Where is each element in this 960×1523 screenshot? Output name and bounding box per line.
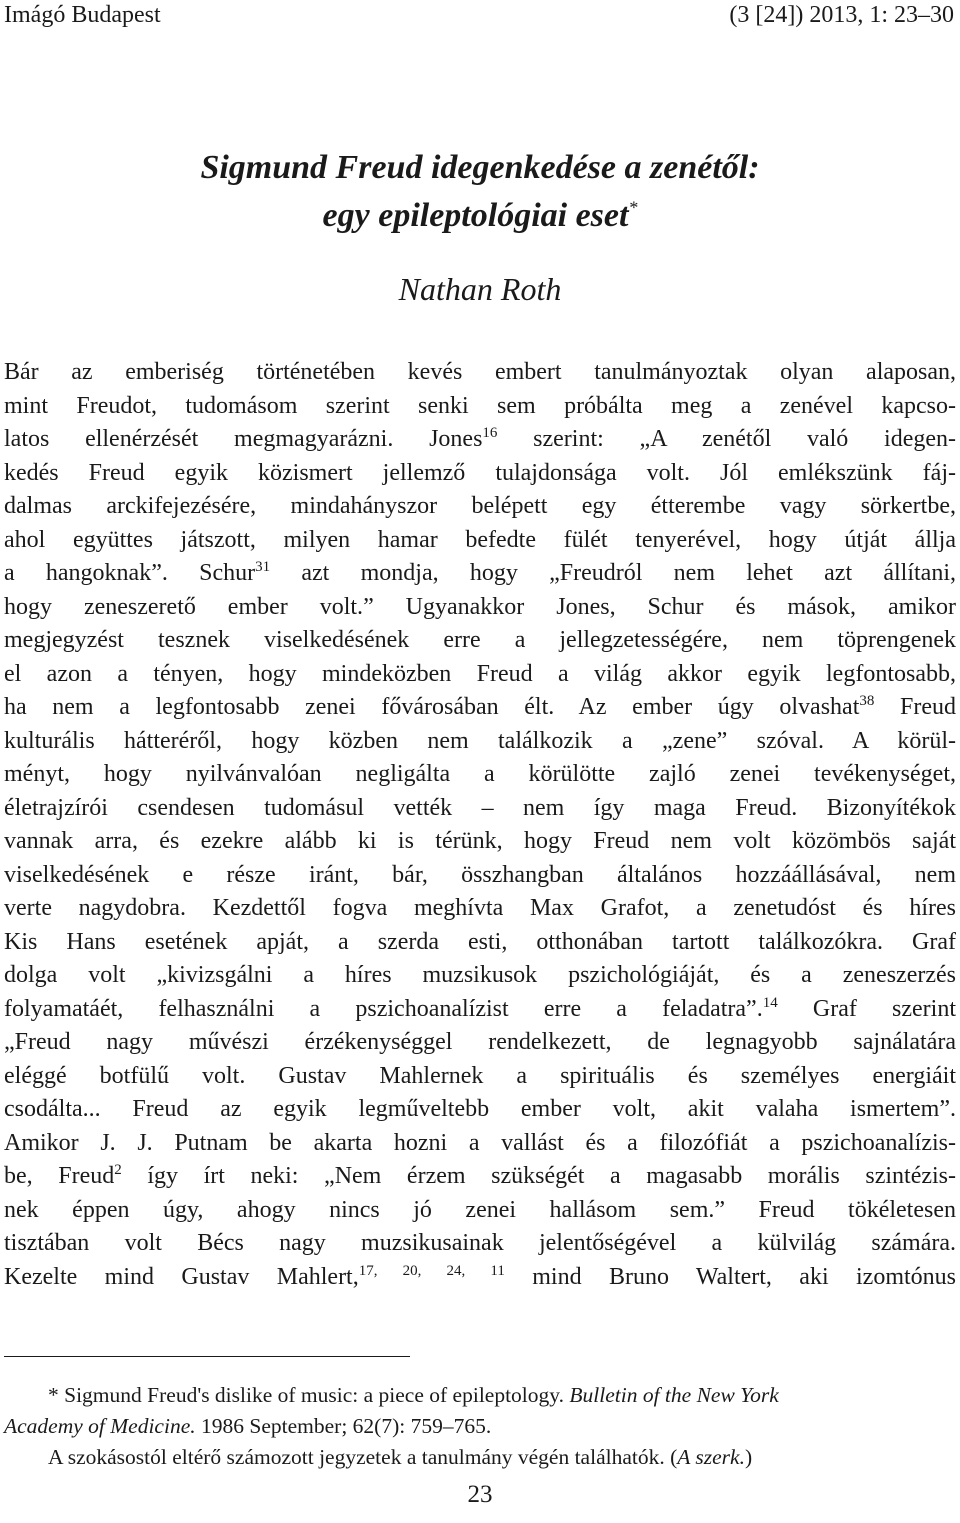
- body-line: mint Freudot, tudomásom szerint senki sem próbálta meg a zenével kapcso-: [4, 392, 956, 419]
- journal-title-italic: Bulletin of the New York: [569, 1383, 779, 1407]
- body-text: mind Bruno Waltert, aki izomtónus: [504, 1263, 957, 1290]
- page-number: 23: [467, 1481, 493, 1508]
- footnote-text: 1986 September; 62(7): 759–765.: [195, 1414, 492, 1438]
- issue-citation: (3 [24]) 2013, 1: 23–30: [729, 2, 954, 28]
- body-line: verte nagydobra. Kezdettől fogva meghívta Max Grafot, a zenetudóst és híres: [4, 895, 956, 921]
- body-line: „Freud nagy művészi érzékenységgel rendelkezett, de legnagyobb sajnálatára: [4, 1029, 956, 1055]
- body-line: [4, 457, 956, 491]
- reference-number: 17, 20, 24, 11: [358, 1262, 505, 1279]
- body-text: ha nem a legfontosabb zenei fővárosában élt. Az ember úgy olvashat: [4, 694, 860, 720]
- body-text: be, Freud: [4, 1163, 115, 1189]
- reference-number: 14: [762, 994, 778, 1011]
- footnote-divider: [4, 1356, 410, 1357]
- body-text: ” Ugyanakkor Jones, Schur és mások, amikor: [363, 593, 956, 620]
- editor-abbrev: A szerk.: [677, 1445, 745, 1469]
- body-text: Kezelte mind Gustav Mahlert,: [4, 1263, 359, 1290]
- body-line: eléggé botfülű volt. Gustav Mahlernek a spirituális és személyes energiáit: [4, 1062, 956, 1089]
- footnote-text: A szokásostól eltérő számozott jegyzetek a tanulmány végén találhatók. (: [48, 1445, 678, 1469]
- footnote-text: ): [744, 1445, 753, 1469]
- body-line: megjegyzést tesznek viselkedésének erre a jellegzetességére, nem töprengenek: [4, 627, 956, 653]
- body-line: Kis Hans esetének apját, a szerda esti, otthonában tartott találkozókra. Graf: [4, 928, 956, 955]
- body-line: [4, 1160, 956, 1194]
- journal-title-italic: Academy of Medicine.: [4, 1414, 196, 1438]
- body-line: ményt, hogy nyilvánvalóan negligálta a körülötte zajló zenei tevékenységet,: [4, 761, 956, 787]
- body-line: csodálta... Freud az egyik legműveltebb ember volt, akit valaha ismertem”.: [4, 1096, 956, 1122]
- body-line: életrajzírói csendesen tudomásul vették – nem így maga Freud. Bizonyítékok: [4, 794, 956, 821]
- editor-note: [4, 1442, 956, 1473]
- body-line: [4, 1261, 956, 1295]
- body-line: [4, 993, 956, 1027]
- footnotes: [4, 1380, 956, 1473]
- body-line: Bár az emberiség történetében kevés embert tanulmányoztak olyan alaposan,: [4, 359, 956, 385]
- article-title-text: egy epileptológiai eset: [322, 197, 629, 234]
- body-text: folyamatáét, felhasználni a pszichoanalízist erre a feladatra”.: [4, 995, 763, 1022]
- article-body: [4, 356, 956, 1294]
- body-line: dolga volt „kivizsgálni a híres muzsikusok pszichológiáját, és a zeneszerzés: [4, 962, 956, 988]
- body-line: tisztában volt Bécs nagy muzsikusainak jelentőségével a külvilág számára.: [4, 1230, 956, 1256]
- body-line: vannak arra, és ezekre alább ki is térünk, hogy Freud nem volt közömbös saját: [4, 828, 956, 854]
- footnote-source-line-2: [4, 1411, 956, 1442]
- body-line: el azon a tényen, hogy mindeközben Freud a világ akkor egyik legfontosabb,: [4, 660, 956, 687]
- body-line: [4, 423, 956, 457]
- body-line: ahol együttes játszott, milyen hamar befedte fülét tenyerével, hogy útját állja: [4, 526, 956, 553]
- footnote-text: * Sigmund Freud's dislike of music: a piece of epileptology.: [48, 1383, 570, 1407]
- reference-number: 38: [859, 693, 875, 709]
- body-text: Jól emlékszünk fáj-: [689, 459, 956, 486]
- article-title-line-2: [0, 190, 960, 242]
- body-text: azt mondja, hogy „Freudról nem lehet azt állítani,: [270, 560, 957, 586]
- body-line: viselkedésének e része iránt, bár, összhangban általános hozzáállásával, nem: [4, 861, 956, 888]
- running-head: [4, 0, 954, 30]
- footnote-source-line-1: [4, 1380, 956, 1411]
- author-name: Nathan Roth: [398, 271, 562, 307]
- body-line: nek éppen úgy, ahogy nincs jó zenei hallásom sem.” Freud tökéletesen: [4, 1196, 956, 1223]
- title-footnote-mark: *: [628, 197, 638, 218]
- body-line: dalmas arckifejezésére, mindahányszor belépett egy étterembe vagy sörkertbe,: [4, 493, 956, 519]
- body-text: szerint: „A zenétől való idegen-: [497, 426, 957, 452]
- body-text: így írt neki: „Nem érzem szükségét a magasabb morális szintézis-: [121, 1163, 956, 1189]
- body-line: [4, 557, 956, 591]
- body-line: [4, 591, 956, 625]
- body-text: Freud: [874, 694, 956, 720]
- journal-name: Imágó Budapest: [4, 2, 161, 28]
- reference-number: 2: [114, 1162, 122, 1178]
- body-text: Graf szerint: [777, 995, 956, 1022]
- body-text: latos ellenérzését megmagyarázni.: [4, 426, 394, 452]
- body-text: a hangoknak”. Schur: [4, 560, 256, 586]
- body-line: kulturális hátteréről, hogy közben nem találkozik a „zene” szóval. A körül-: [4, 727, 956, 754]
- reference-number: 31: [255, 559, 271, 575]
- body-text: hogy zeneszerető ember volt.: [4, 593, 364, 620]
- article-title-line-1: Sigmund Freud idegenkedése a zenétől:: [200, 149, 760, 186]
- body-line: [4, 691, 956, 725]
- body-text: kedés Freud egyik közismert jellemző tulajdonsága volt.: [4, 459, 690, 486]
- reference-number: 16: [482, 425, 498, 441]
- body-line: Amikor J. J. Putnam be akarta hozni a vallást és a filozófiát a pszichoanalízis-: [4, 1129, 956, 1156]
- body-text: Jones: [429, 426, 483, 452]
